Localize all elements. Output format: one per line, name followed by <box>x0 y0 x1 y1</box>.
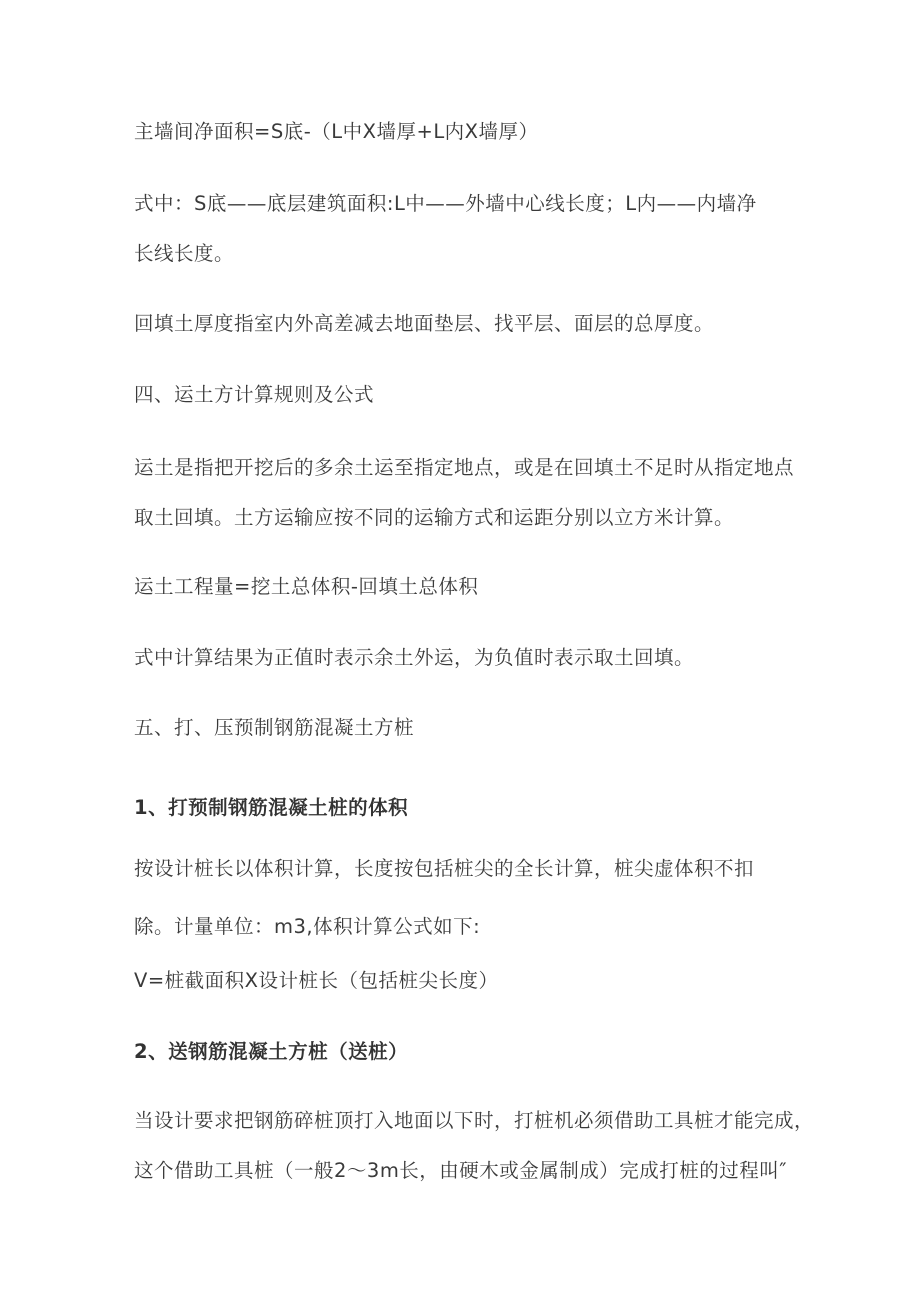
paragraph-pile-sending-line-1: 当设计要求把钢筋碎桩顶打入地面以下时，打桩机必须借助工具桩才能完成， <box>134 1109 815 1132</box>
paragraph-definitions-line-2: 长线长度。 <box>134 242 235 265</box>
formula-pile-volume: V=桩截面积X设计桩长（包括桩尖长度） <box>134 969 499 992</box>
paragraph-result-meaning: 式中计算结果为正值时表示余土外运，为负值时表示取土回填。 <box>134 646 695 669</box>
section-heading-4: 四、运土方计算规则及公式 <box>134 383 375 406</box>
paragraph-earth-transport-line-1: 运土是指把开挖后的多余土运至指定地点，或是在回填土不足时从指定地点 <box>134 456 795 479</box>
paragraph-pile-sending-line-2: 这个借助工具桩（一般2〜3m长，由硬木或金属制成）完成打桩的过程叫″ <box>134 1159 788 1182</box>
section-heading-5: 五、打、压预制钢筋混凝土方桩 <box>134 716 415 739</box>
subsection-heading-1: 1、打预制钢筋混凝土桩的体积 <box>134 796 409 819</box>
subsection-heading-2: 2、送钢筋混凝土方桩（送桩） <box>134 1040 409 1063</box>
formula-net-area: 主墙间净面积=S底-（L中X墙厚+L内X墙厚） <box>134 120 539 143</box>
formula-transport-volume: 运土工程量=挖土总体积-回填土总体积 <box>134 575 479 598</box>
paragraph-earth-transport-line-2: 取土回填。土方运输应按不同的运输方式和运距分别以立方米计算。 <box>134 506 735 529</box>
paragraph-definitions-line-1: 式中：S底——底层建筑面积:L中——外墙中心线长度；L内——内墙净 <box>134 192 757 215</box>
paragraph-pile-volume-line-1: 按设计桩长以体积计算，长度按包括桩尖的全长计算，桩尖虚体积不扣 <box>134 857 755 880</box>
paragraph-backfill-thickness: 回填土厚度指室内外高差减去地面垫层、找平层、面层的总厚度。 <box>134 312 715 335</box>
paragraph-pile-volume-line-2: 除。计量单位：m3,体积计算公式如下: <box>134 915 481 938</box>
